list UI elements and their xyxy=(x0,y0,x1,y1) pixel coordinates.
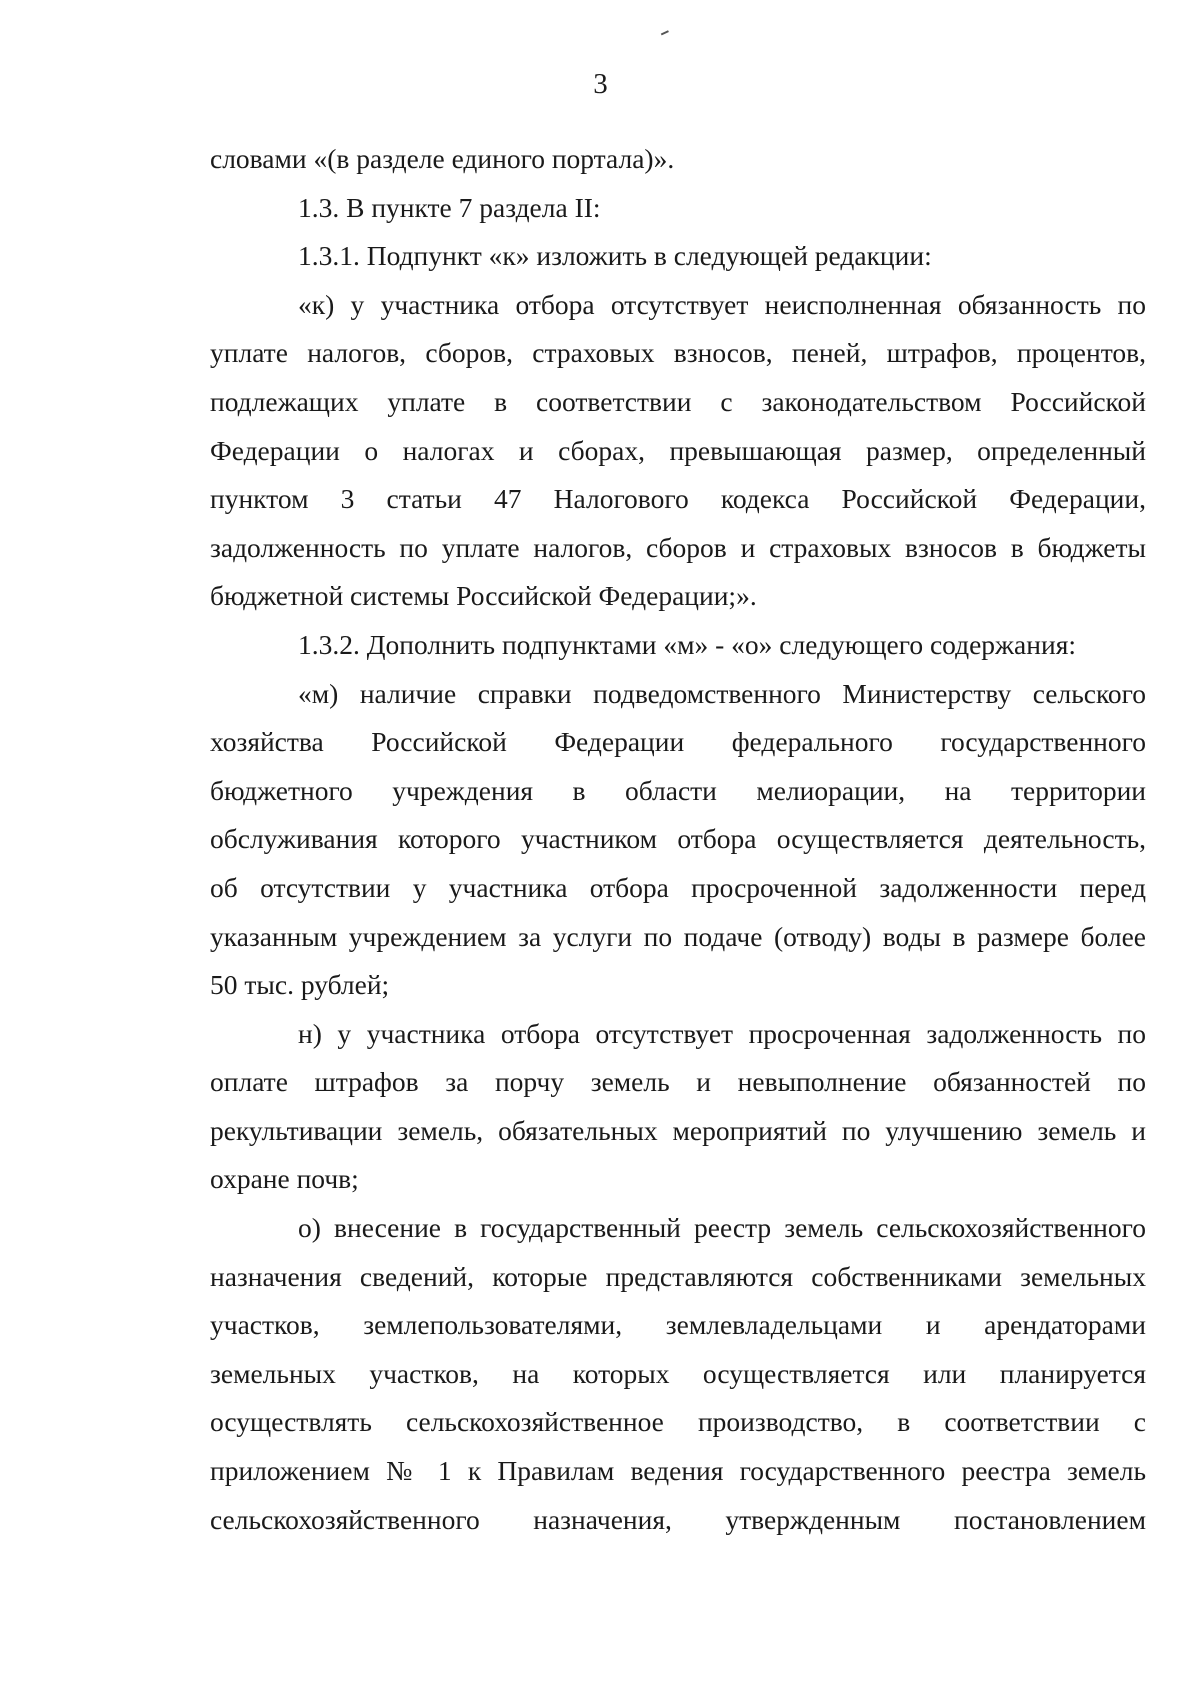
scan-mark xyxy=(659,27,669,36)
text-line: назначения сведений, которые представляются собственниками земельных xyxy=(210,1260,1146,1292)
text-line: о) внесение в государственный реестр земель сельскохозяйственного xyxy=(298,1212,1146,1244)
page-number: 3 xyxy=(593,68,608,100)
text-line: н) у участника отбора отсутствует просроченная задолженность по xyxy=(298,1017,1146,1049)
paragraph xyxy=(210,184,1146,233)
document-body xyxy=(210,135,1146,1544)
text-line: хозяйства Российской Федерации федерального государственного xyxy=(210,726,1146,758)
text-line: сельскохозяйственного назначения, утвержденным постановлением xyxy=(210,1503,1146,1535)
text-line: участков, землепользователями, землевладельцами и арендаторами xyxy=(210,1309,1146,1341)
text-line: подлежащих уплате в соответствии с законодательством Российской xyxy=(210,385,1146,417)
text-line: бюджетной системы Российской Федерации;». xyxy=(210,580,757,612)
text-line: осуществлять сельскохозяйственное производство, в соответствии с xyxy=(210,1406,1146,1438)
text-line: Федерации о налогах и сборах, превышающая размер, определенный xyxy=(210,434,1146,466)
paragraph xyxy=(210,1204,1146,1544)
text-line: «м) наличие справки подведомственного Министерству сельского xyxy=(298,677,1146,709)
paragraph xyxy=(210,232,1146,281)
text-line: 50 тыс. рублей; xyxy=(210,969,390,1001)
text-line: 1.3. В пункте 7 раздела II: xyxy=(298,191,601,223)
paragraph xyxy=(210,670,1146,1010)
paragraph xyxy=(210,281,1146,621)
text-line: уплате налогов, сборов, страховых взносов, пеней, штрафов, процентов, xyxy=(210,337,1146,369)
text-line: земельных участков, на которых осуществляется или планируется xyxy=(210,1357,1146,1389)
paragraph xyxy=(210,621,1146,670)
text-line: задолженность по уплате налогов, сборов и страховых взносов в бюджеты xyxy=(210,531,1146,563)
paragraph xyxy=(210,1010,1146,1204)
text-line: обслуживания которого участником отбора осуществляется деятельность, xyxy=(210,823,1146,855)
text-line: указанным учреждением за услуги по подаче (отводу) воды в размере более xyxy=(210,920,1146,952)
text-line: словами «(в разделе единого портала)». xyxy=(210,143,675,174)
text-line: «к) у участника отбора отсутствует неисполненная обязанность по xyxy=(298,288,1146,320)
text-line: бюджетного учреждения в области мелиорации, на территории xyxy=(210,774,1146,806)
text-line: пунктом 3 статьи 47 Налогового кодекса Российской Федерации, xyxy=(210,483,1146,515)
text-line: 1.3.2. Дополнить подпунктами «м» - «о» следующего содержания: xyxy=(298,628,1076,660)
text-line: рекультивации земель, обязательных мероприятий по улучшению земель и xyxy=(210,1114,1146,1146)
text-line: об отсутствии у участника отбора просроченной задолженности перед xyxy=(210,871,1146,903)
text-line: приложением № 1 к Правилам ведения государственного реестра земель xyxy=(210,1455,1146,1487)
text-line: 1.3.1. Подпункт «к» изложить в следующей редакции: xyxy=(298,240,932,272)
text-line: охране почв; xyxy=(210,1163,359,1195)
text-line: оплате штрафов за порчу земель и невыполнение обязанностей по xyxy=(210,1066,1146,1098)
paragraph xyxy=(210,135,1146,184)
